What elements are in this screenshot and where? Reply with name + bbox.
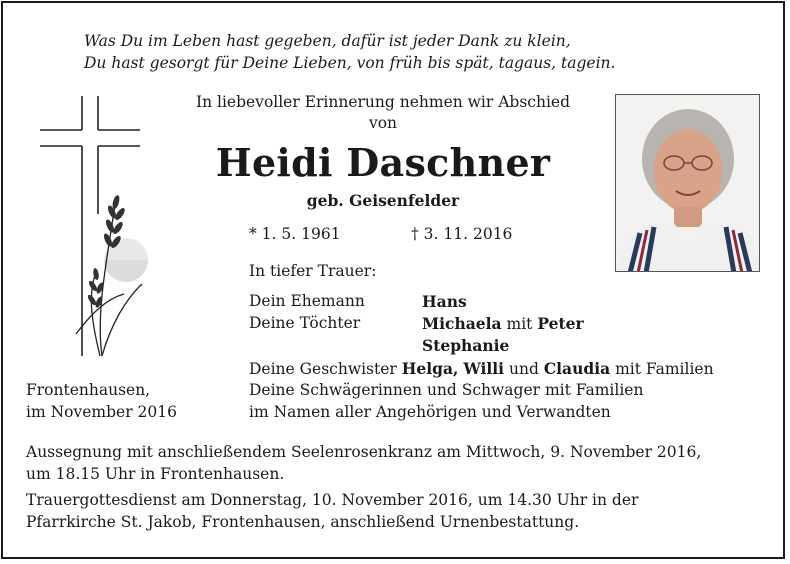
blessing-line-2: um 18.15 Uhr in Frontenhausen. [26, 465, 285, 483]
birth-name: geb. Geisenfelder [306, 191, 460, 210]
daughter-1-partner: Peter [537, 314, 584, 333]
relatives-line: im Namen aller Angehörigen und Verwandten [249, 403, 611, 421]
mourning-heading: In tiefer Trauer: [249, 262, 377, 280]
sibling-1-name: Helga [401, 359, 454, 378]
death-date: † 3. 11. 2016 [411, 225, 513, 243]
daughter-1-conj: mit [506, 315, 533, 333]
daughter-1-name: Michaela [422, 314, 502, 333]
mass-line-1: Trauergottesdienst am Donnerstag, 10. November 2016, um 14.30 Uhr in der [26, 491, 639, 509]
sibling-2-name: Willi [463, 359, 505, 378]
husband-label: Dein Ehemann [249, 292, 365, 310]
portrait-image [616, 95, 760, 272]
birth-date: * 1. 5. 1961 [249, 225, 341, 243]
daughters-label: Deine Töchter [249, 314, 361, 332]
sibling-conj: und [509, 360, 539, 378]
inlaws-line: Deine Schwägerinnen und Schwager mit Familien [249, 381, 644, 399]
cross-with-wheat-icon [36, 94, 151, 366]
intro-line-2: von [368, 114, 398, 132]
poem-line-1: Was Du im Leben hast gegeben, dafür ist jeder Dank zu klein, [84, 32, 571, 50]
intro-line-1: In liebevoller Erinnerung nehmen wir Abschied [195, 93, 571, 111]
siblings-label: Deine Geschwister [249, 360, 397, 378]
siblings-line [249, 358, 714, 380]
husband-name: Hans [422, 292, 467, 311]
sibling-separator: , [453, 359, 459, 378]
mass-line-2: Pfarrkirche St. Jakob, Frontenhausen, anschließend Urnenbestattung. [26, 513, 580, 531]
siblings-suffix: mit Familien [615, 360, 714, 378]
blessing-line-1: Aussegnung mit anschließendem Seelenrosenkranz am Mittwoch, 9. November 2016, [26, 443, 702, 461]
daughter-2-name: Stephanie [422, 336, 510, 355]
place-line-2: im November 2016 [26, 403, 177, 421]
place-line-1: Frontenhausen, [26, 381, 151, 399]
sibling-3-name: Claudia [543, 359, 611, 378]
daughter-line-1 [422, 313, 584, 335]
poem-line-2: Du hast gesorgt für Deine Lieben, von früh bis spät, tagaus, tagein. [84, 54, 616, 72]
deceased-name: Heidi Daschner [215, 140, 551, 185]
portrait-photo [615, 94, 760, 272]
